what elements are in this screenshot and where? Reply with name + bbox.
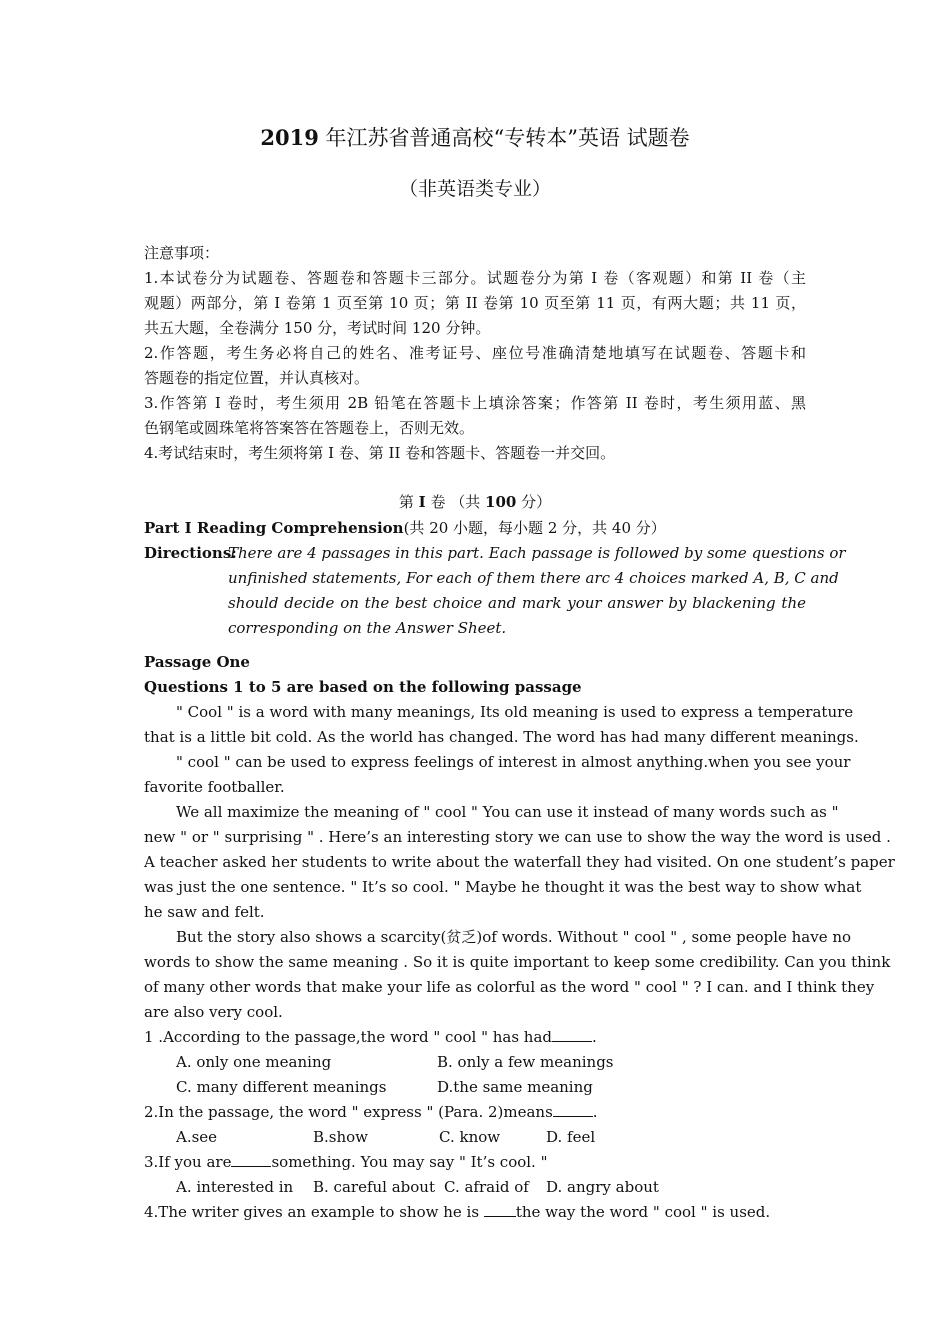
option-b: B. only a few meanings [437,1053,614,1071]
page-subtitle: （非英语类专业） [398,178,551,200]
stem-text: 3.If you are [144,1153,232,1171]
answer-blank [552,1027,592,1042]
passage-line: words to show the same meaning . So it is quite important to keep some credibility. Can you think [144,953,891,971]
volume-numeral: I [418,493,426,511]
passage-line: are also very cool. [144,1003,283,1021]
question-stem [144,1150,548,1175]
passage-line: that is a little bit cold. As the world has changed. The word has had many different meanings. [144,728,859,746]
title-text: 年江苏省普通高校“专转本”英语 试题卷 [318,126,690,150]
stem-text: 1 .According to the passage,the word " cool " has had [144,1028,553,1046]
directions-line: corresponding on the Answer Sheet. [228,619,507,637]
volume-heading [0,491,950,512]
option-a: A. only one meaning [176,1053,332,1071]
notice-line: 1.本试卷分为试题卷、答题卷和答题卡三部分。试题卷分为第 I 卷（客观题）和第 II 卷（主 [144,269,806,287]
option-b: B.show [313,1128,369,1146]
notice-line: 2.作答题，考生务必将自己的姓名、准考证号、座位号准确清楚地填写在试题卷、答题卡和 [144,344,806,362]
passage-line: favorite footballer. [144,778,285,796]
option-d: D.the same meaning [437,1078,593,1096]
notice-heading: 注意事项： [144,244,220,262]
part-heading [144,516,666,541]
option-a: A. interested in [176,1178,294,1196]
volume-prefix: 第 [398,493,419,511]
option-c: C. know [439,1128,501,1146]
option-c: C. many different meanings [176,1078,387,1096]
notice-line: 观题）两部分，第 I 卷第 1 页至第 10 页；第 II 卷第 10 页至第 11 页，有两大题；共 11 页， [144,294,806,312]
passage-line: We all maximize the meaning of " cool " You can use it instead of many words such as " [176,803,839,821]
passage-line: new " or " surprising " . Here’s an interesting story we can use to show the way the word is used . [144,828,891,846]
passage-intro: Questions 1 to 5 are based on the following passage [144,678,582,696]
stem-text: something. You may say " It’s cool. " [271,1153,548,1171]
question-stem [144,1200,770,1225]
page-title [0,122,950,152]
question-stem [144,1100,598,1125]
option-d: D. angry about [546,1178,659,1196]
option-d: D. feel [546,1128,596,1146]
stem-text: the way the word " cool " is used. [515,1203,771,1221]
directions-line: should decide on the best choice and mark your answer by blackening the [228,594,806,612]
option-a: A.see [176,1128,218,1146]
volume-score: 100 [485,493,517,511]
notice-line: 色钢笔或圆珠笔将答案答在答题卷上，否则无效。 [144,419,475,437]
directions-line: There are 4 passages in this part. Each passage is followed by some questions or [228,544,846,562]
volume-mid: 卷 （共 [425,493,486,511]
stem-text: . [592,1028,597,1046]
passage-line: But the story also shows a scarcity(贫乏)of words. Without " cool " , some people have no [176,928,852,946]
answer-blank [231,1152,271,1167]
volume-suffix: 分） [516,493,552,511]
option-b: B. careful about [313,1178,435,1196]
passage-line: of many other words that make your life as colorful as the word " cool " ? I can. and I think they [144,978,875,996]
directions-label: Directions: [144,544,237,562]
passage-line: " cool " can be used to express feelings of interest in almost anything.when you see your [176,753,851,771]
part-title: Part I Reading Comprehension [144,519,404,537]
answer-blank [553,1102,593,1117]
notice-line: 3.作答第 I 卷时，考生须用 2B 铅笔在答题卡上填涂答案；作答第 II 卷时，考生须用蓝、黑 [144,394,806,412]
passage-line: A teacher asked her students to write about the waterfall they had visited. On one student’s paper [144,853,895,871]
notice-line: 共五大题，全卷满分 150 分，考试时间 120 分钟。 [144,319,491,337]
stem-text: 4.The writer gives an example to show he is [144,1203,484,1221]
notice-line: 4.考试结束时，考生须将第 I 卷、第 II 卷和答题卡、答题卷一并交回。 [144,444,616,462]
passage-name: Passage One [144,653,250,671]
notice-line: 答题卷的指定位置，并认真核对。 [144,369,370,387]
passage-line: was just the one sentence. " It’s so cool. " Maybe he thought it was the best way to show what [144,878,862,896]
part-note: (共 20 小题，每小题 2 分，共 40 分） [403,519,666,537]
title-year: 2019 [260,125,319,150]
answer-blank [484,1202,516,1217]
passage-line: " Cool " is a word with many meanings, Its old meaning is used to express a temperature [176,703,854,721]
option-c: C. afraid of [444,1178,529,1196]
directions-line: unfinished statements, For each of them there arc 4 choices marked A, B, C and [228,569,839,587]
stem-text: 2.In the passage, the word " express " (Para. 2)means [144,1103,553,1121]
stem-text: . [592,1103,598,1121]
question-stem [144,1025,597,1050]
passage-line: he saw and felt. [144,903,265,921]
